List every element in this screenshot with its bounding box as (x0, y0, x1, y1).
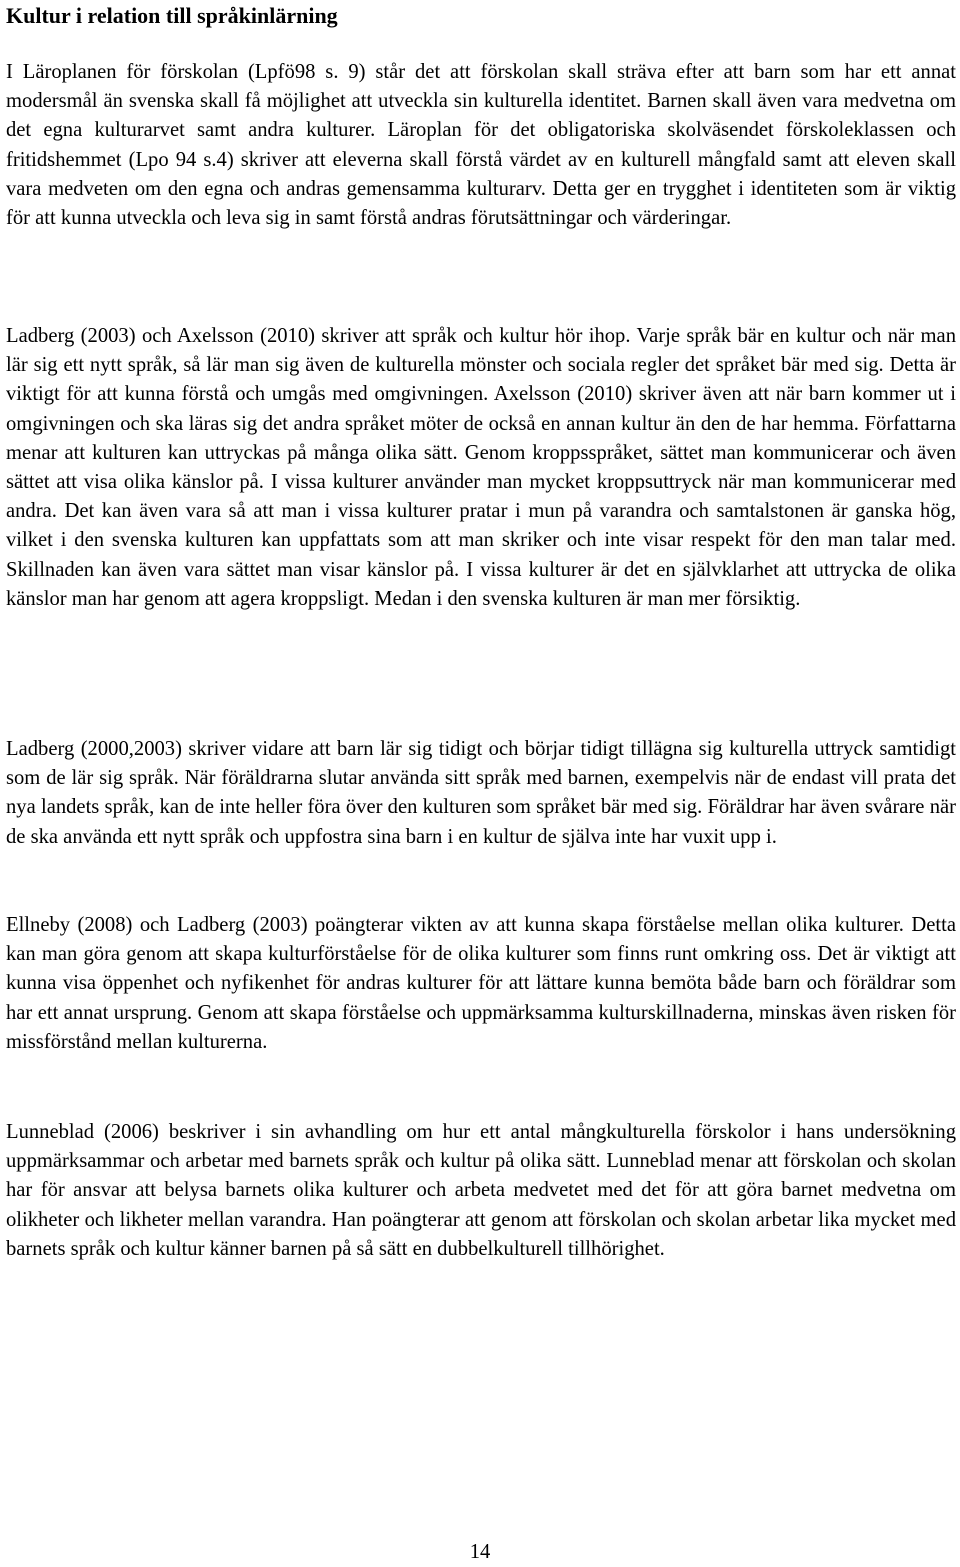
paragraph-language-culture: Ladberg (2003) och Axelsson (2010) skriver att språk och kultur hör ihop. Varje språk bär en kultur och när man lär sig ett nytt språk, så lär man sig även de kulturella mönster och sociala regler det språket bär med sig. Detta är viktigt för att kunna förstå och umgås med omgivningen. Axelsson (2010) skriver även att när barn kommer ut i omgivningen och ska läras sig det andra språket möter de också en annan kultur än den de har hemma. Författarna menar att kulturen kan uttryckas på många olika sätt. Genom kroppsspråket, sättet man kommunicerar och även sättet att visa olika känslor på. I vissa kulturer använder man mycket kroppsuttryck när man kommunicerar med andra. Det kan även vara så att man i vissa kulturer pratar i mun på varandra och samtalstonen är ganska hög, vilket i den svenska kulturen kan uppfattats som att man skriker och inte visar respekt för den man talar med. Skillnaden kan även vara sättet man visar känslor på. I vissa kulturer är det en självklarhet att uttrycka de olika känslor man har genom att agera kroppsligt. Medan i den svenska kulturen är man mer försiktig. (6, 325, 956, 610)
paragraph-ellneby: Ellneby (2008) och Ladberg (2003) poängterar vikten av att kunna skapa förståelse mellan olika kulturer. Detta kan man göra genom att skapa kulturförståelse för de olika kulturer som finns runt omkring oss. Det är viktigt att kunna visa öppenhet och nyfikenhet för andras kulturer för att lättare kunna bemöta både barn och föräldrar som har ett annat ursprung. Genom att skapa förståelse och uppmärksamma kulturskillnaderna, minskas även risken för missförstånd mellan kulturerna. (6, 914, 956, 1053)
page-number: 14 (469, 1541, 491, 1563)
paragraph-curriculum: I Läroplanen för förskolan (Lpfö98 s. 9) står det att förskolan skall sträva efter att barn som har ett annat modersmål än svenska skall få möjlighet att utveckla sin kulturella identitet. Barnen skall även vara medvetna om det egna kulturarvet samt andra kulturer. Läroplan för det obligatoriska skolväsendet förskoleklassen och fritidshemmet (Lpo 94 s.4) skriver att eleverna skall förstå värdet av en kulturell mångfald samt att eleven skall vara medveten om den egna och andras gemensamma kulturarv. Detta ger en trygghet i identiteten som är viktig för att kunna utveckla och leva sig in samt förstå andras förutsättningar och värderingar. (6, 61, 956, 230)
paragraph-lunneblad: Lunneblad (2006) beskriver i sin avhandling om hur ett antal mångkulturella förskolor i hans undersökning uppmärksammar och arbetar med barnets språk och kultur på olika sätt. Lunneblad menar att förskolan och skolan har för ansvar att belysa barnets olika kulturer och arbeta medvetet med det för att göra barnet medvetna om olikheter och likheter mellan varandra. Han poängterar att genom att förskolan och skolan arbetar lika mycket med barnets språk och kultur känner barnen på så sätt en dubbelkulturell tillhörighet. (6, 1121, 956, 1260)
paragraph-ladberg: Ladberg (2000,2003) skriver vidare att barn lär sig tidigt och börjar tidigt tillägna sig kulturella uttryck samtidigt som de lär sig språk. När föräldrarna slutar använda sitt språk med barnen, exempelvis när de endast vill prata det nya landets språk, kan de inte heller föra över den kulturen som språket bär med sig. Föräldrar har även svårare när de ska använda ett nytt språk och uppfostra sina barn i en kultur de själva inte har vuxit upp i. (6, 738, 956, 848)
section-heading: Kultur i relation till språkinlärning (6, 3, 338, 28)
